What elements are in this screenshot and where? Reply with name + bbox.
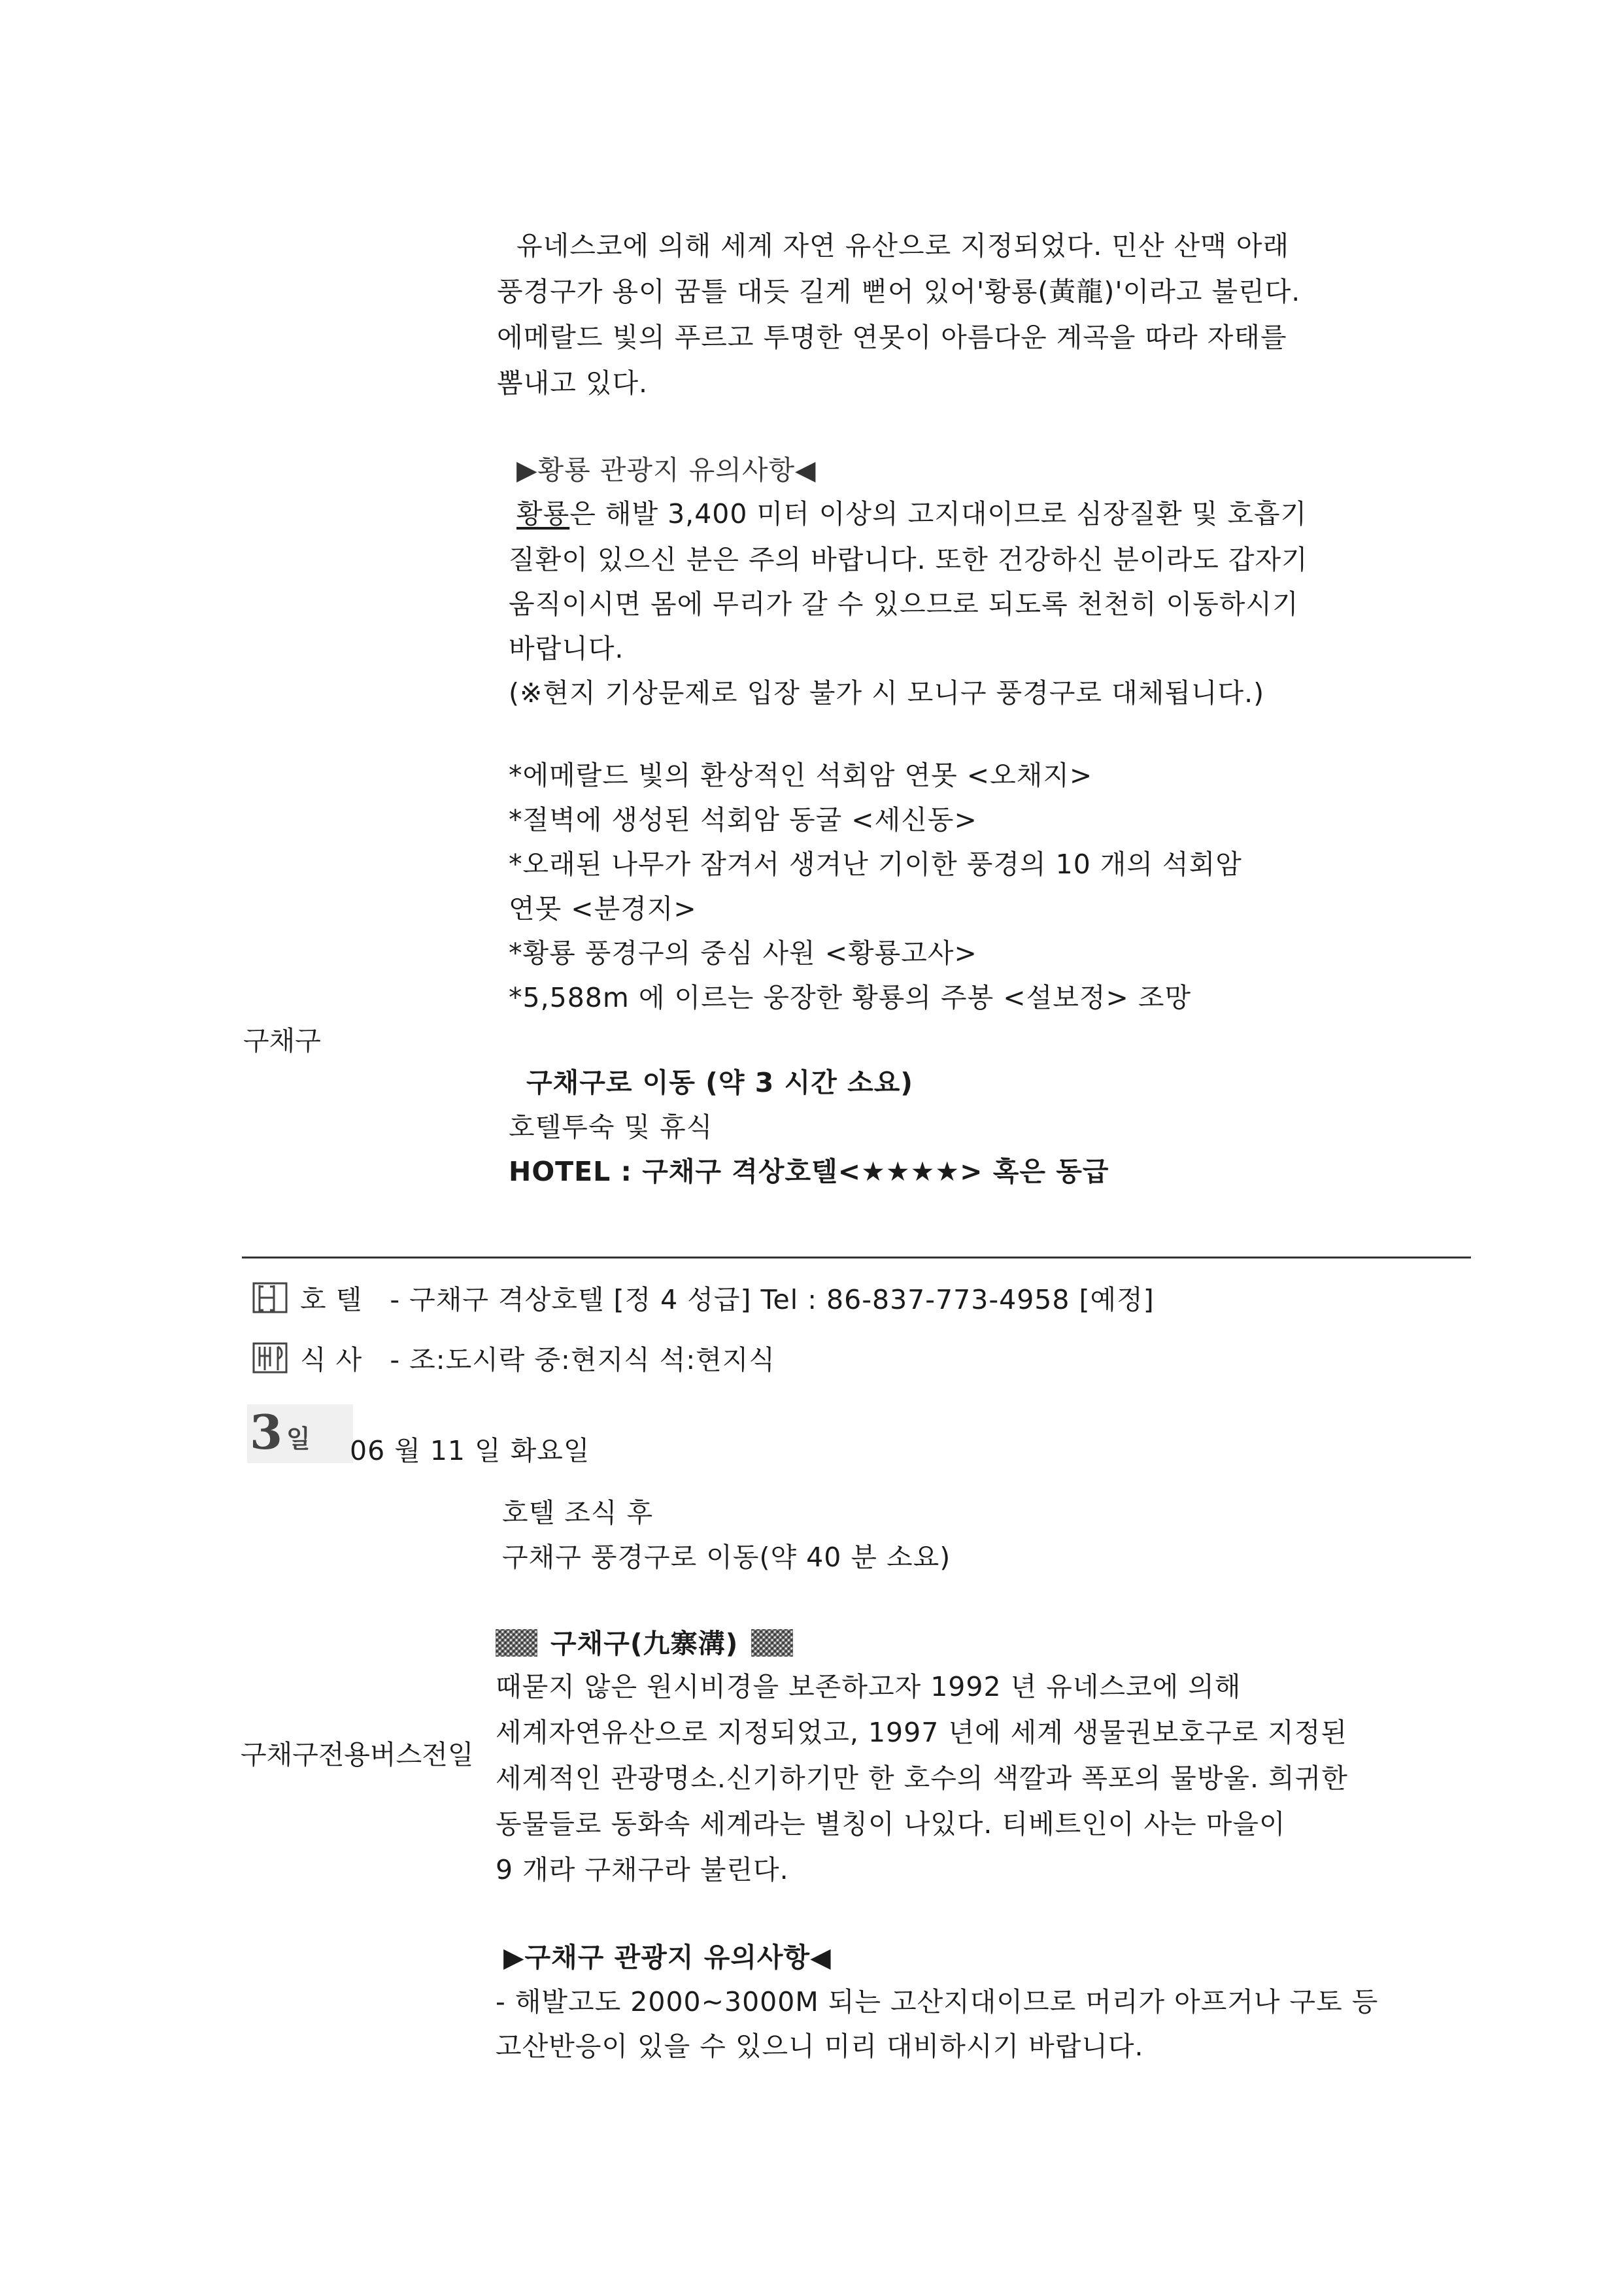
huanglong-notice-title: ▶황룡 관광지 유의사항◀	[516, 454, 817, 486]
day-suffix: 일	[286, 1425, 311, 1453]
jiuzhaigou-notice-title: ▶구채구 관광지 유의사항◀	[503, 1942, 832, 1973]
hotel-summary-row	[252, 1281, 1155, 1321]
location-label-jiuzhaigou: 구채구	[243, 1025, 321, 1056]
huanglong-highlight: *황룡 풍경구의 중심 사원 <황룡고사>	[509, 937, 977, 969]
jiuzhaigou-desc-line: 세계적인 관광명소.신기하기만 한 호수의 색깔과 폭포의 물방울. 희귀한	[496, 1763, 1348, 1794]
hatch-marker	[751, 1629, 793, 1657]
huanglong-highlight: 연못 <분경지>	[509, 893, 697, 924]
huanglong-highlight: *절벽에 생성된 석회암 동굴 <세신동>	[509, 804, 977, 836]
meal-summary-row	[252, 1342, 775, 1381]
jiuzhaigou-notice-line: - 해발고도 2000~3000M 되는 고산지대이므로 머리가 아프거나 구토 등	[496, 1986, 1379, 2017]
huanglong-notice-rest: 은 해발 3,400 미터 이상의 고지대이므로 심장질환 및 호흡기	[569, 498, 1308, 530]
huanglong-desc-line: 뽐내고 있다.	[497, 367, 649, 399]
huanglong-highlight: *에메랄드 빛의 환상적인 석회암 연못 <오채지>	[509, 760, 1093, 791]
day-date: 06 월 11 일 화요일	[350, 1435, 590, 1466]
huanglong-notice-line: (※현지 기상문제로 입장 불가 시 모니구 풍경구로 대체됩니다.)	[509, 677, 1265, 709]
hotel-summary-value: - 구채구 격상호텔 [정 4 성급] Tel : 86-837-773-4958 [예정]	[390, 1284, 1155, 1315]
section-title-row	[496, 1628, 793, 1660]
huanglong-highlight: *5,588m 에 이르는 웅장한 황룡의 주봉 <설보정> 조망	[509, 982, 1192, 1013]
jiuzhaigou-desc-line: 9 개라 구채구라 불린다.	[496, 1854, 789, 1885]
section-title: 구채구(九寨溝)	[550, 1628, 739, 1659]
day-badge	[247, 1404, 353, 1463]
huanglong-notice-keyword: 황룡	[516, 498, 570, 530]
bus-label: 구채구전용버스전일	[241, 1739, 474, 1770]
huanglong-notice-line: 움직이시면 몸에 무리가 갈 수 있으므로 되도록 천천히 이동하시기	[509, 588, 1299, 620]
meal-summary-value: - 조:도시락 중:현지식 석:현지식	[390, 1344, 775, 1376]
hotel-name: HOTEL : 구채구 격상호텔<★★★★> 혹은 동급	[509, 1156, 1109, 1187]
huanglong-notice-line: 바랍니다.	[509, 633, 624, 664]
jiuzhaigou-notice-line: 고산반응이 있을 수 있으니 미리 대비하시기 바랍니다.	[496, 2031, 1144, 2062]
jiuzhaigou-desc-line: 세계자연유산으로 지정되었고, 1997 년에 세계 생물권보호구로 지정된	[496, 1717, 1347, 1748]
hatch-marker	[496, 1629, 537, 1657]
hotel-stay: 호텔투숙 및 휴식	[509, 1111, 713, 1143]
jiuzhaigou-desc-line: 동물들로 동화속 세계라는 별칭이 나있다. 티베트인이 사는 마을이	[496, 1808, 1286, 1840]
meal-summary-label: 식 사	[300, 1344, 363, 1376]
huanglong-notice-line	[516, 498, 1307, 530]
fork-knife-icon	[252, 1342, 288, 1381]
huanglong-desc-line: 유네스코에 의해 세계 자연 유산으로 지정되었다. 민산 산맥 아래	[516, 230, 1290, 262]
huanglong-desc-line: 풍경구가 용이 꿈틀 대듯 길게 뻗어 있어'황룡(黃龍)'이라고 불린다.	[497, 276, 1301, 307]
huanglong-highlight: *오래된 나무가 잠겨서 생겨난 기이한 풍경의 10 개의 석회암	[509, 849, 1242, 880]
huanglong-desc-line: 에메랄드 빛의 푸르고 투명한 연못이 아름다운 계곡을 따라 자태를	[497, 322, 1287, 353]
breakfast: 호텔 조식 후	[502, 1497, 654, 1528]
section-divider	[242, 1257, 1471, 1258]
move-to-scenic-area: 구채구 풍경구로 이동(약 40 분 소요)	[502, 1542, 951, 1573]
day-number: 3	[250, 1404, 283, 1460]
huanglong-notice-line: 질환이 있으신 분은 주의 바랍니다. 또한 건강하신 분이라도 갑자기	[509, 544, 1308, 575]
hotel-summary-label: 호 텔	[300, 1284, 363, 1315]
move-to-jiuzhaigou: 구채구로 이동 (약 3 시간 소요)	[526, 1067, 914, 1098]
jiuzhaigou-desc-line: 때묻지 않은 원시비경을 보존하고자 1992 년 유네스코에 의해	[496, 1671, 1242, 1702]
hotel-icon	[252, 1281, 288, 1321]
